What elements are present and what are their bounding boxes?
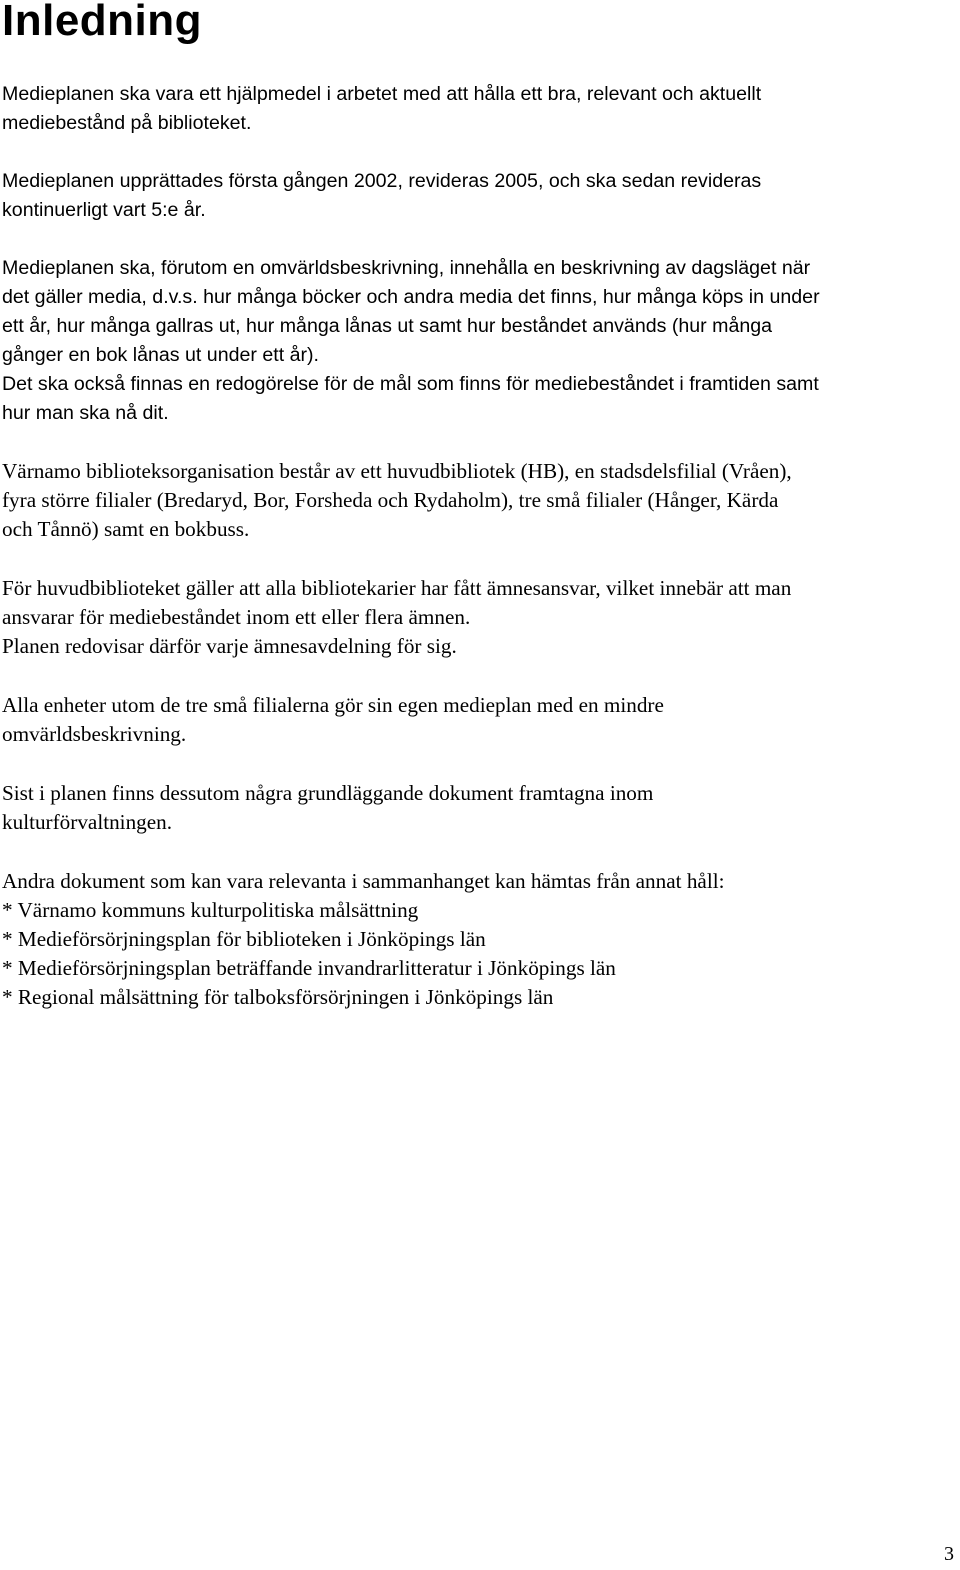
text-line: kontinuerligt vart 5:e år. <box>2 199 206 221</box>
text-line: Medieplanen ska, förutom en omvärldsbeskrivning, innehålla en beskrivning av dagsläget när <box>2 257 811 279</box>
text-line: Planen redovisar därför varje ämnesavdelning för sig. <box>2 634 457 658</box>
list-item: * Medieförsörjningsplan beträffande invandrarlitteratur i Jönköpings län <box>2 956 616 980</box>
list-item: * Medieförsörjningsplan för biblioteken i Jönköpings län <box>2 927 486 951</box>
page-heading: Inledning <box>2 0 203 45</box>
list-intro: Andra dokument som kan vara relevanta i sammanhanget kan hämtas från annat håll: <box>2 869 725 893</box>
text-line: Sist i planen finns dessutom några grundläggande dokument framtagna inom <box>2 781 654 805</box>
text-line: det gäller media, d.v.s. hur många böcker och andra media det finns, hur många köps in under <box>2 286 820 308</box>
text-line: Medieplanen ska vara ett hjälpmedel i arbetet med att hålla ett bra, relevant och aktuellt <box>2 83 762 105</box>
text-line: hur man ska nå dit. <box>2 402 169 424</box>
text-line: ett år, hur många gallras ut, hur många lånas ut samt hur beståndet används (hur många <box>2 315 773 337</box>
subject-responsibility-paragraph <box>2 574 960 661</box>
text-line: mediebestånd på biblioteket. <box>2 112 252 134</box>
list-item: * Värnamo kommuns kulturpolitiska målsättning <box>2 898 419 922</box>
text-line: ansvarar för mediebeståndet inom ett eller flera ämnen. <box>2 605 471 629</box>
documents-paragraph <box>2 779 960 837</box>
text-line: För huvudbiblioteket gäller att alla bibliotekarier har fått ämnesansvar, vilket innebär att man <box>2 576 792 600</box>
text-line: och Tånnö) samt en bokbuss. <box>2 517 250 541</box>
text-line: omvärldsbeskrivning. <box>2 722 187 746</box>
page-number: 3 <box>944 1543 954 1565</box>
text-line: gånger en bok lånas ut under ett år). <box>2 344 319 366</box>
related-documents-list <box>2 867 960 1012</box>
units-paragraph <box>2 691 960 749</box>
intro-paragraph <box>2 80 960 138</box>
contents-paragraph <box>2 254 960 428</box>
text-line: Värnamo biblioteksorganisation består av ett huvudbibliotek (HB), en stadsdelsfilial (Vråen), <box>2 459 792 483</box>
list-item: * Regional målsättning för talboksförsörjningen i Jönköpings län <box>2 985 554 1009</box>
text-line: kulturförvaltningen. <box>2 810 173 834</box>
text-line: Alla enheter utom de tre små filialerna gör sin egen medieplan med en mindre <box>2 693 664 717</box>
organisation-paragraph <box>2 457 960 544</box>
text-line: Medieplanen upprättades första gången 2002, revideras 2005, och ska sedan revideras <box>2 170 762 192</box>
revision-paragraph <box>2 167 960 225</box>
text-line: Det ska också finnas en redogörelse för de mål som finns för mediebeståndet i framtiden samt <box>2 373 819 395</box>
text-line: fyra större filialer (Bredaryd, Bor, Forsheda och Rydaholm), tre små filialer (Hånger, Kärda <box>2 488 779 512</box>
